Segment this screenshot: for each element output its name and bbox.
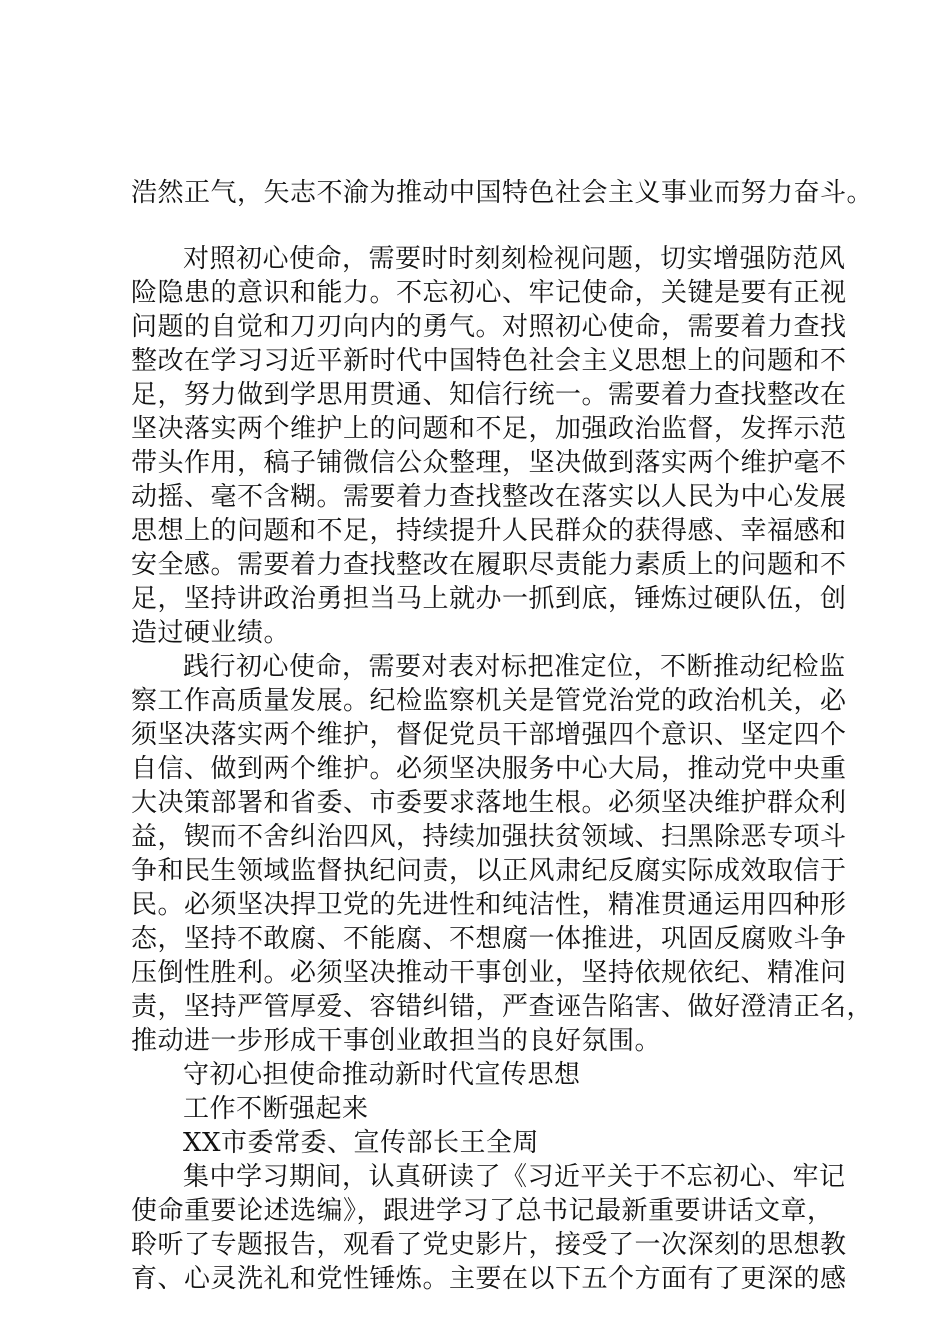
text-line: 育、心灵洗礼和党性锤炼。主要在以下五个方面有了更深的感 — [131, 1264, 847, 1294]
text-line: 聆听了专题报告，观看了党史影片，接受了一次深刻的思想教 — [131, 1230, 847, 1260]
text-line: 问题的自觉和刀刃向内的勇气。对照初心使命，需要着力查找 — [131, 312, 847, 342]
text-line: 整改在学习习近平新时代中国特色社会主义思想上的问题和不 — [131, 346, 847, 376]
paragraph-first-line: 践行初心使命，需要对表对标把准定位，不断推动纪检监 — [183, 652, 846, 682]
paragraph-first-line: 集中学习期间，认真研读了《习近平关于不忘初心、牢记 — [183, 1162, 846, 1192]
text-line: 民。必须坚决捍卫党的先进性和纯洁性，精准贯通运用四种形 — [131, 890, 847, 920]
text-line: 大决策部署和省委、市委要求落地生根。必须坚决维护群众利 — [131, 788, 847, 818]
article-title-line: 守初心担使命推动新时代宣传思想 — [183, 1060, 581, 1090]
text-line: 压倒性胜利。必须坚决推动干事创业，坚持依规依纪、精准问 — [131, 958, 847, 988]
text-line: 责，坚持严管厚爱、容错纠错，严查诬告陷害、做好澄清正名， — [131, 992, 874, 1022]
author-line: XX市委常委、宣传部长王全周 — [183, 1128, 540, 1158]
text-line: 安全感。需要着力查找整改在履职尽责能力素质上的问题和不 — [131, 550, 847, 580]
text-line: 带头作用，稿子铺微信公众整理，坚决做到落实两个维护毫不 — [131, 448, 847, 478]
text-line: 察工作高质量发展。纪检监察机关是管党治党的政治机关，必 — [131, 686, 847, 716]
text-line: 争和民生领域监督执纪问责，以正风肃纪反腐实际成效取信于 — [131, 856, 847, 886]
text-line: 浩然正气，矢志不渝为推动中国特色社会主义事业而努力奋斗。 — [131, 178, 874, 208]
text-line: 动摇、毫不含糊。需要着力查找整改在落实以人民为中心发展 — [131, 482, 847, 512]
text-line: 使命重要论述选编》，跟进学习了总书记最新重要讲话文章， — [131, 1196, 834, 1226]
article-title-line: 工作不断强起来 — [183, 1094, 369, 1124]
text-line: 态，坚持不敢腐、不能腐、不想腐一体推进，巩固反腐败斗争 — [131, 924, 847, 954]
paragraph-first-line: 对照初心使命，需要时时刻刻检视问题，切实增强防范风 — [183, 244, 846, 274]
text-line: 推动进一步形成干事创业敢担当的良好氛围。 — [131, 1026, 662, 1056]
text-line: 险隐患的意识和能力。不忘初心、牢记使命，关键是要有正视 — [131, 278, 847, 308]
text-line: 坚决落实两个维护上的问题和不足，加强政治监督，发挥示范 — [131, 414, 847, 444]
text-line: 自信、做到两个维护。必须坚决服务中心大局，推动党中央重 — [131, 754, 847, 784]
text-line: 思想上的问题和不足，持续提升人民群众的获得感、幸福感和 — [131, 516, 847, 546]
text-line: 足，努力做到学思用贯通、知信行统一。需要着力查找整改在 — [131, 380, 847, 410]
text-line: 足，坚持讲政治勇担当马上就办一抓到底，锤炼过硬队伍，创 — [131, 584, 847, 614]
text-line: 须坚决落实两个维护，督促党员干部增强四个意识、坚定四个 — [131, 720, 847, 750]
text-line: 益，锲而不舍纠治四风，持续加强扶贫领域、扫黑除恶专项斗 — [131, 822, 847, 852]
text-line: 造过硬业绩。 — [131, 618, 291, 648]
